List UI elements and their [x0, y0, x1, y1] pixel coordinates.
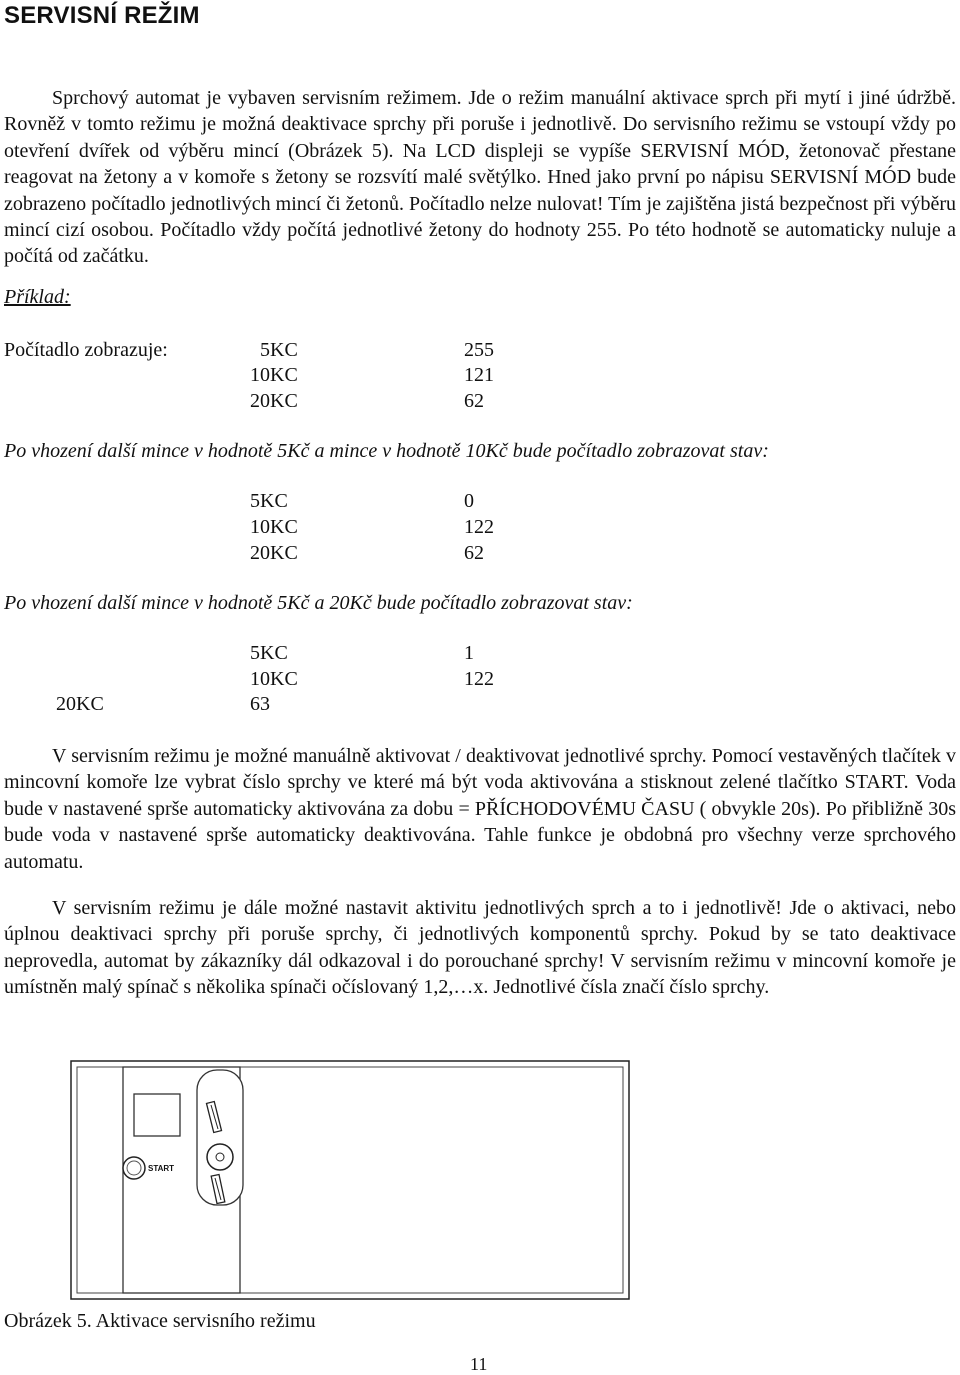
- coin-cell: 5KC: [250, 642, 288, 664]
- coin-cell: 5KC: [250, 490, 288, 512]
- count-cell: 62: [464, 542, 484, 564]
- count-cell: 63: [250, 693, 270, 715]
- coin-cell: 10KC: [250, 516, 298, 538]
- coin-cell: 20KC: [56, 693, 104, 715]
- example-label: Příklad:: [4, 286, 71, 308]
- coin-cell: 5KC: [260, 339, 298, 361]
- count-cell: 255: [464, 339, 494, 361]
- figure-caption: Obrázek 5. Aktivace servisního režimu: [4, 1310, 316, 1332]
- count-cell: 1: [464, 642, 474, 664]
- coin-cell: 10KC: [250, 364, 298, 386]
- coin-acceptor-icon: [207, 1144, 233, 1170]
- page-heading: SERVISNÍ REŽIM: [4, 2, 200, 29]
- coin-cell: 20KC: [250, 390, 298, 412]
- count-cell: 122: [464, 516, 494, 538]
- coin-cell: 20KC: [250, 542, 298, 564]
- coin-chamber-figure: [70, 1060, 630, 1300]
- note-2: Po vhození další mince v hodnotě 5Kč a 20Kč bude počítadlo zobrazovat stav:: [4, 592, 633, 614]
- count-cell: 0: [464, 490, 474, 512]
- count-cell: 62: [464, 390, 484, 412]
- svg-text:START: START: [148, 1164, 175, 1173]
- shower-activity-paragraph: V servisním režimu je dále možné nastavit aktivitu jednotlivých sprch a to i jednotlivě! Jde o aktivaci, nebo úplnou deaktivaci sprchy při poruše sprchy, či jednotlivých komponentů sprchy. Pokud by se tato deaktivace neprovedla, automat by zákazníky dál odkazoval i do porouchané sprchy! V servisním režimu v mincovní komoře je umístněn malý spínač s několika spínači očíslovaný 1,2,…x. Jednotlivé čísla značí číslo sprchy.: [4, 897, 956, 999]
- coin-cell: 10KC: [250, 668, 298, 690]
- note-1: Po vhození další mince v hodnotě 5Kč a mince v hodnotě 10Kč bude počítadlo zobrazovat stav:: [4, 440, 769, 462]
- count-cell: 122: [464, 668, 494, 690]
- count-cell: 121: [464, 364, 494, 386]
- counter-label: Počítadlo zobrazuje:: [4, 339, 168, 361]
- intro-paragraph: Sprchový automat je vybaven servisním režimem. Jde o režim manuální aktivace sprch při mytí i jiné údržbě. Rovněž v tomto režimu je možná deaktivace sprchy při poruše i jednotlivě. Do servisního režimu se vstoupí vždy po otevření dvířek od výběru mincí (Obrázek 5). Na LCD displeji se vypíše SERVISNÍ MÓD, žetonovač přestane reagovat na žetony a v komoře s žetony se rozsvítí malé světýlko. Hned jako první po nápisu SERVISNÍ MÓD bude zobrazeno počítadlo jednotlivých mincí či žetonů. Počítadlo nelze nulovat! Tím je zajištěna jistá bezpečnost při výběru mincí cizí osobou. Počítadlo vždy počítá jednotlivé žetony do hodnoty 255. Po této hodnotě se automaticky nuluje a počítá od začátku.: [4, 87, 956, 268]
- page-number: 11: [470, 1354, 488, 1374]
- manual-activation-paragraph: V servisním režimu je možné manuálně aktivovat / deaktivovat jednotlivé sprchy. Pomocí vestavěných tlačítek v mincovní komoře lze vybrat číslo sprchy ve které má být voda aktivována a stisknout zelené tlačítko START. Voda bude v nastavené sprše automaticky aktivována za dobu = PŘÍCHODOVÉMU ČASU ( obvykle 20s). Po přibližně 30s bude voda v nastavené sprše automaticky deaktivována. Tahle funkce je obdobná pro všechny verze sprchového automatu.: [4, 745, 956, 873]
